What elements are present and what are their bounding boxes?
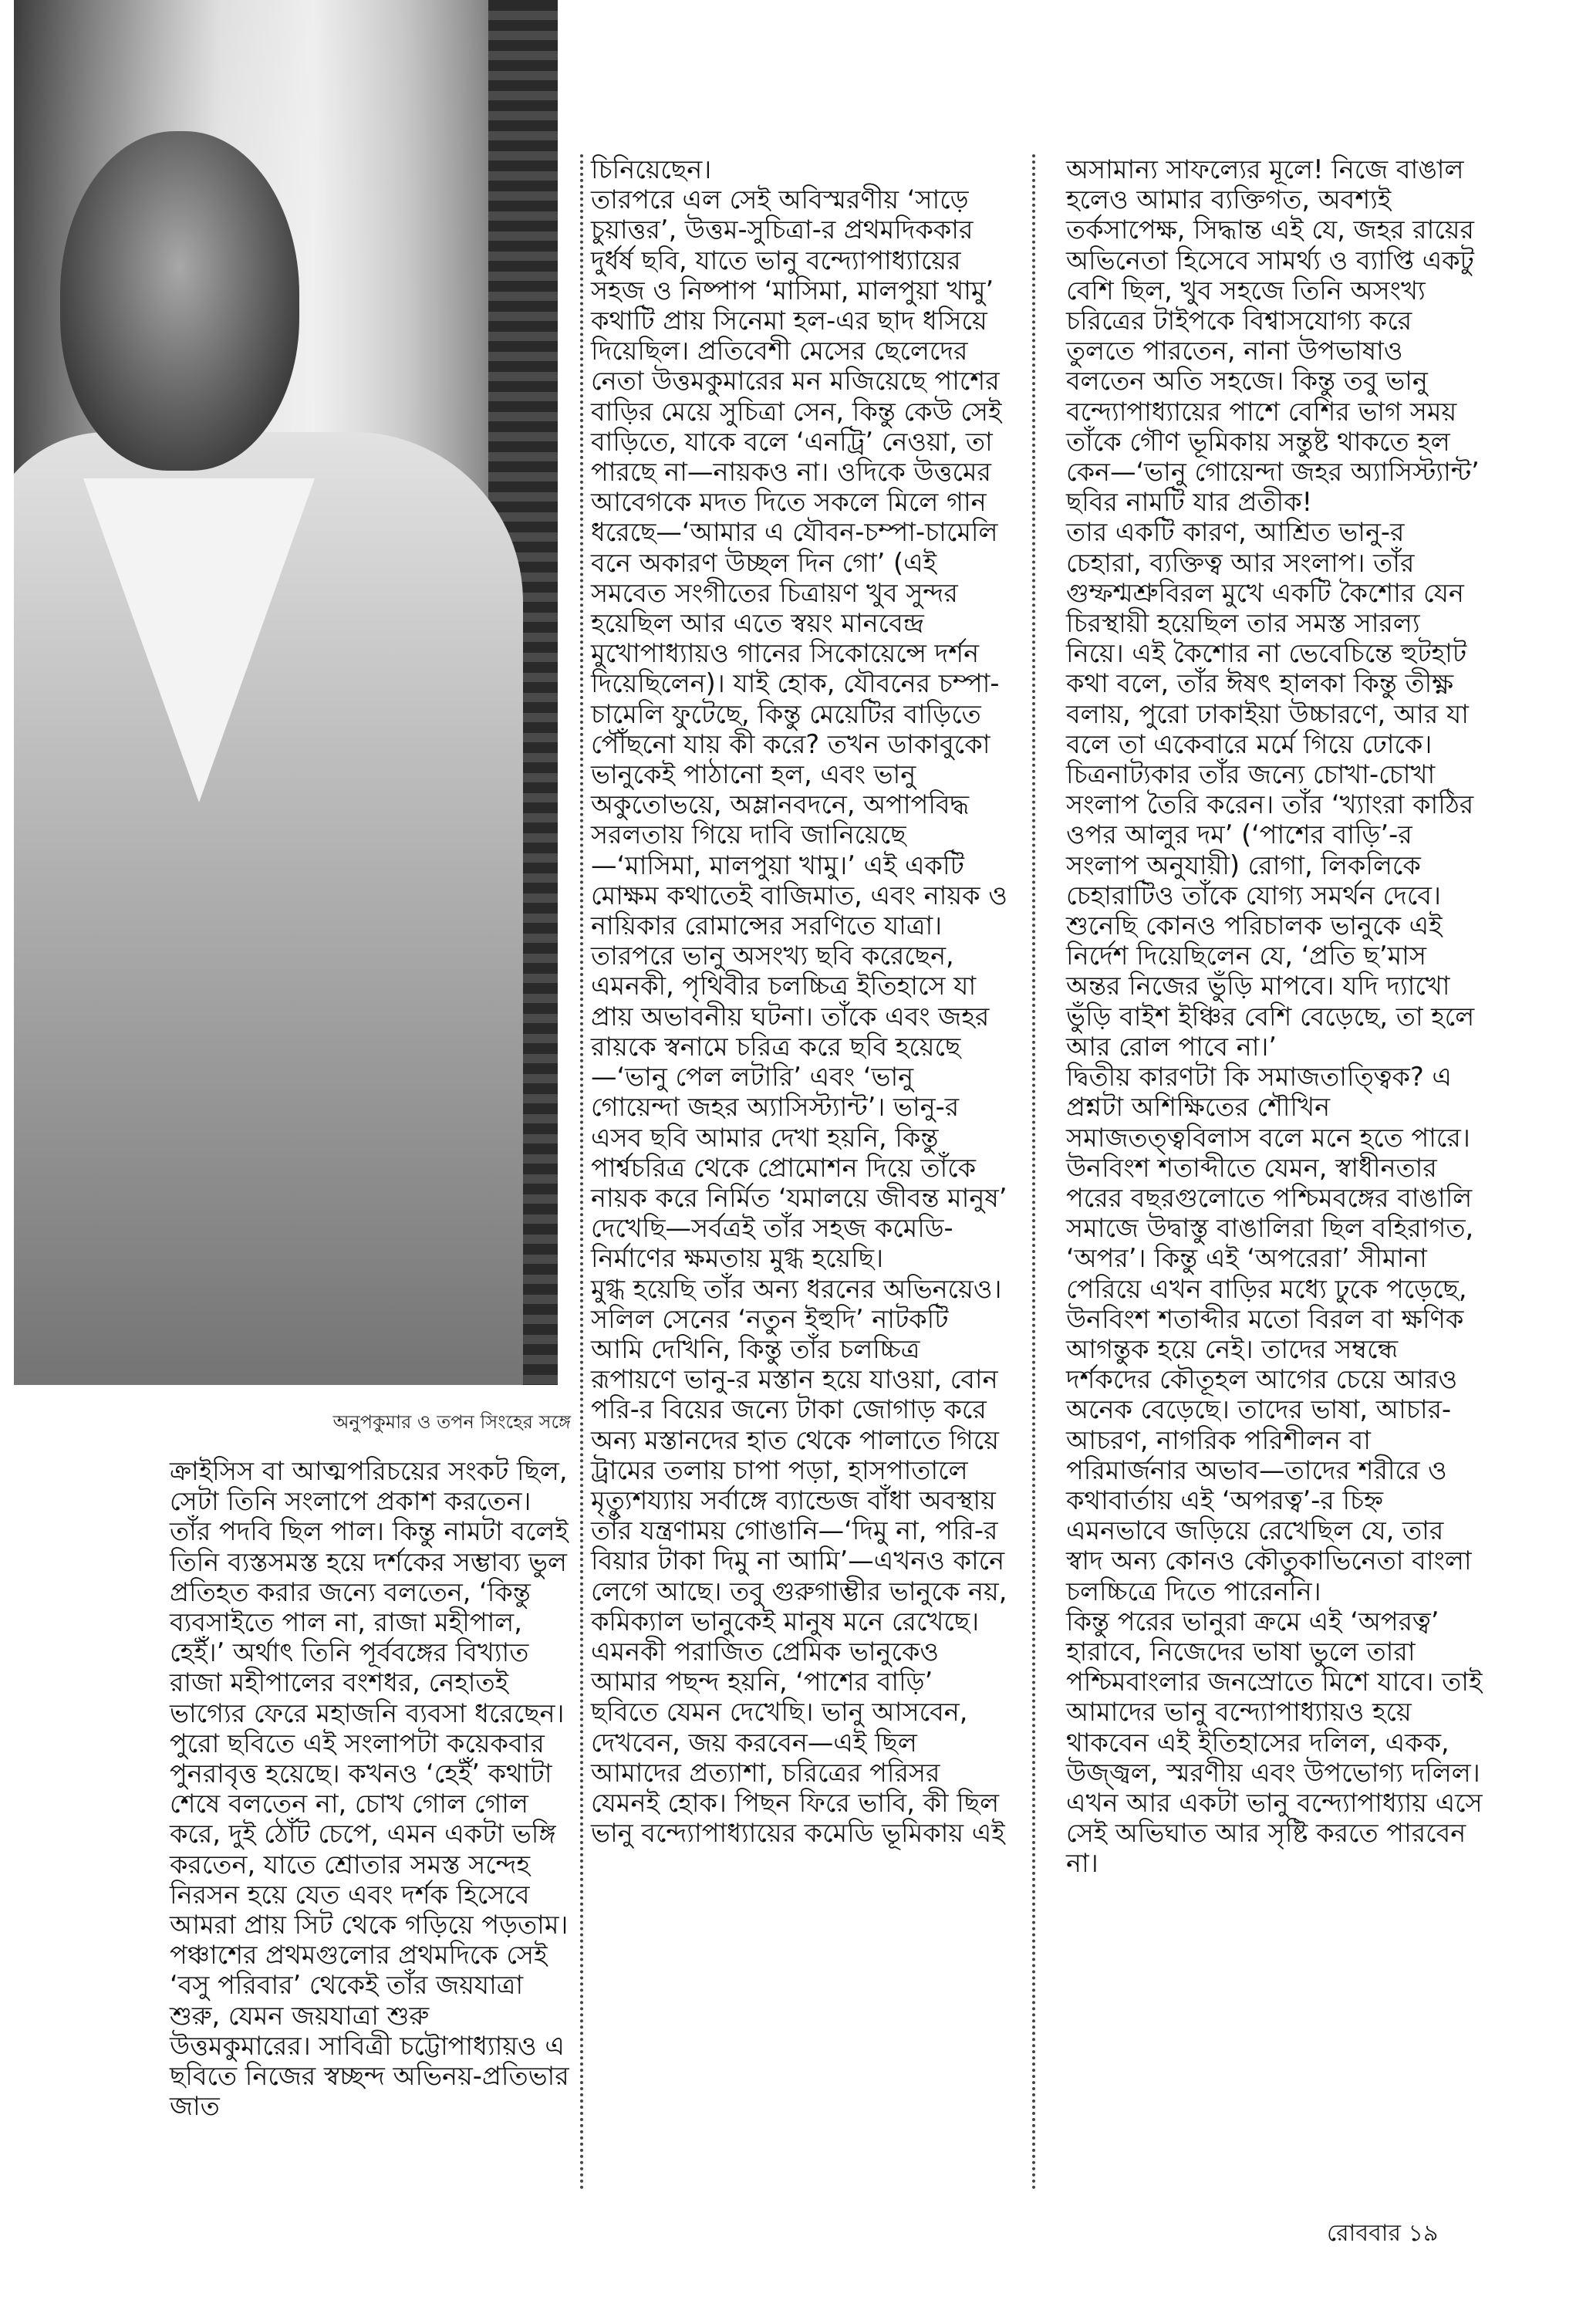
column-divider-2 [1032,154,1035,2191]
column-3-text: অসামান্য সাফল্যের মূলে! নিজে বাঙাল হলেও আমার ব্যক্তিগত, অবশ্যই তর্কসাপেক্ষ, সিদ্ধান্ত এই যে, জহর রায়ের অভিনেতা হিসেবে সামর্থ্য ও ব্যাপ্তি একটু বেশি ছিল, খুব সহজে তিনি অসংখ্য চরিত্রের টাইপকে বিশ্বাসযোগ্য করে তুলতে পারতেন, নানা উপভাষাও বলতেন অতি সহজে। কিন্তু তবু ভানু বন্দ্যোপাধ্যায়ের পাশে বেশির ভাগ সময় তাঁকে গৌণ ভূমিকায় সন্তুষ্ট থাকতে হল কেন—‘ভানু গোয়েন্দা জহর অ্যাসিস্ট্যান্ট’ ছবির নামটি যার প্রতীক! তার একটি কারণ, আশ্রিত ভানু-র চেহারা, ব্যক্তিত্ব আর সংলাপ। তাঁর গুম্ফশ্মশ্রুবিরল মুখে একটি কৈশোর যেন চিরস্থায়ী হয়েছিল তার সমস্ত সারল্য নিয়ে। এই কৈশোর না ভেবেচিন্তে হুটহাট কথা বলে, তাঁর ঈষৎ হালকা কিন্তু তীক্ষ্ণ বলায়, পুরো ঢাকাইয়া উচ্চারণে, আর যা বলে তা একেবারে মর্মে গিয়ে ঢোকে। চিত্রনাট্যকার তাঁর জন্যে চোখা-চোখা সংলাপ তৈরি করেন। তাঁর ‘খ্যাংরা কাঠির ওপর আলুর দম’ (‘পাশের বাড়ি’-র সংলাপ অনুযায়ী) রোগা, লিকলিকে চেহারাটিও তাঁকে যোগ্য সমর্থন দেবে। শুনেছি কোনও পরিচালক ভানুকে এই নির্দেশ দিয়েছিলেন যে, ‘প্রতি ছ’মাস অন্তর নিজের ভুঁড়ি মাপবে। যদি দ্যাখো ভুঁড়ি বাইশ ইঞ্চির বেশি বেড়েছে, তা হলে আর রোল পাবে না।’ দ্বিতীয় কারণটা কি সমাজতাত্ত্বিক? এ প্রশ্নটা অশিক্ষিতের শৌখিন সমাজতত্ত্ববিলাস বলে মনে হতে পারে। উনবিংশ শতাব্দীতে যেমন, স্বাধীনতার পরের বছরগুলোতে পশ্চিমবঙ্গের বাঙালি সমাজে উদ্বাস্তু বাঙালিরা ছিল বহিরাগত, ‘অপর’। কিন্তু এই ‘অপরেরা’ সীমানা পেরিয়ে এখন বাড়ির মধ্যে ঢুকে পড়েছে, উনবিংশ শতাব্দীর মতো বিরল বা ক্ষণিক আগন্তুক হয়ে নেই। তাদের সম্বন্ধে দর্শকদের কৌতূহল আগের চেয়ে আরও অনেক বেড়েছে। তাদের ভাষা, আচার-আচরণ, নাগরিক পরিশীলন বা পরিমার্জনার অভাব—তাদের শরীরে ও কথাবার্তায় এই ‘অপরত্ব’-র চিহ্ন এমনভাবে জড়িয়ে রেখেছিল যে, তার স্বাদ অন্য কোনও কৌতুকাভিনেতা বাংলা চলচ্চিত্রে দিতে পারেননি। কিন্তু পরের ভানুরা ক্রমে এই ‘অপরত্ব’ হারাবে, নিজেদের ভাষা ভুলে তারা পশ্চিমবাংলার জনস্রোতে মিশে যাবে। তাই আমাদের ভানু বন্দ্যোপাধ্যায়ও হয়ে থাকবেন এই ইতিহাসের দলিল, একক, উজ্জ্বল, স্মরণীয় এবং উপভোগ্য দলিল। এখন আর একটা ভানু বন্দ্যোপাধ্যায় এসে সেই অভিঘাত আর সৃষ্টি করতে পারবেন না। [1066,154,1483,1879]
column-1-text: ক্রাইসিস বা আত্মপরিচয়ের সংকট ছিল, সেটা তিনি সংলাপে প্রকাশ করতেন। তাঁর পদবি ছিল পাল। কিন্তু নামটা বলেই তিনি ব্যস্তসমস্ত হয়ে দর্শকের সম্ভাব্য ভুল প্রতিহত করার জন্যে বলতেন, ‘কিন্তু ব্যবসাইতে পাল না, রাজা মহীপাল, হেইঁ।’ অর্থাৎ তিনি পূর্ববঙ্গের বিখ্যাত রাজা মহীপালের বংশধর, নেহাতই ভাগ্যের ফেরে মহাজনি ব্যবসা ধরেছেন। পুরো ছবিতে এই সংলাপটা কয়েকবার পুনরাবৃত্ত হয়েছে। কখনও ‘হেইঁ’ কথাটা শেষে বলতেন না, চোখ গোল গোল করে, দুই ঠোঁট চেপে, এমন একটা ভঙ্গি করতেন, যাতে শ্রোতার সমস্ত সন্দেহ নিরসন হয়ে যেত এবং দর্শক হিসেবে আমরা প্রায় সিট থেকে গড়িয়ে পড়তাম। পঞ্চাশের প্রথমগুলোর প্রথমদিকে সেই ‘বসু পরিবার’ থেকেই তাঁর জয়যাত্রা শুরু, যেমন জয়যাত্রা শুরু উত্তমকুমারের। সাবিত্রী চট্টোপাধ্যায়ও এ ছবিতে নিজের স্বচ্ছন্দ অভিনয়-প্রতিভার জাত [170,1456,569,2122]
article-column-3 [1066,154,1483,1879]
column-divider-1 [580,154,583,2191]
article-column-1 [170,1456,571,2121]
portrait-photo [14,0,558,1385]
column-2-text: চিনিয়েছেন। তারপরে এল সেই অবিস্মরণীয় ‘সাড়ে চুয়াত্তর’, উত্তম-সুচিত্রা-র প্রথমদিককার দুর্ধর্ষ ছবি, যাতে ভানু বন্দ্যোপাধ্যায়ের সহজ ও নিষ্পাপ ‘মাসিমা, মালপুয়া খামু’ কথাটি প্রায় সিনেমা হল-এর ছাদ ধসিয়ে দিয়েছিল। প্রতিবেশী মেসের ছেলেদের নেতা উত্তমকুমারের মন মজিয়েছে পাশের বাড়ির মেয়ে সুচিত্রা সেন, কিন্তু কেউ সেই বাড়িতে, যাকে বলে ‘এনট্রি’ নেওয়া, তা পারছে না—নায়কও না। ওদিকে উত্তমের আবেগকে মদত দিতে সকলে মিলে গান ধরেছে—‘আমার এ যৌবন-চম্পা-চামেলি বনে অকারণ উচ্ছল দিন গো’ (এই সমবেত সংগীতের চিত্রায়ণ খুব সুন্দর হয়েছিল আর এতে স্বয়ং মানবেন্দ্র মুখোপাধ্যায়ও গানের সিকোয়েন্সে দর্শন দিয়েছিলেন)। যাই হোক, যৌবনের চম্পা-চামেলি ফুটেছে, কিন্তু মেয়েটির বাড়িতে পৌঁছনো যায় কী করে? তখন ডাকাবুকো ভানুকেই পাঠানো হল, এবং ভানু অকুতোভয়ে, অম্লানবদনে, অপাপবিদ্ধ সরলতায় গিয়ে দাবি জানিয়েছে—‘মাসিমা, মালপুয়া খামু।’ এই একটি মোক্ষম কথাতেই বাজিমাত, এবং নায়ক ও নায়িকার রোমান্সের সরণিতে যাত্রা। তারপরে ভানু অসংখ্য ছবি করেছেন, এমনকী, পৃথিবীর চলচ্চিত্র ইতিহাসে যা প্রায় অভাবনীয় ঘটনা। তাঁকে এবং জহর রায়কে স্বনামে চরিত্র করে ছবি হয়েছে—‘ভানু পেল লটারি’ এবং ‘ভানু গোয়েন্দা জহর অ্যাসিস্ট্যান্ট’। ভানু-র এসব ছবি আমার দেখা হয়নি, কিন্তু পার্শ্বচরিত্র থেকে প্রোমোশন দিয়ে তাঁকে নায়ক করে নির্মিত ‘যমালয়ে জীবন্ত মানুষ’ দেখেছি—সর্বত্রই তাঁর সহজ কমেডি-নির্মাণের ক্ষমতায় মুগ্ধ হয়েছি। মুগ্ধ হয়েছি তাঁর অন্য ধরনের অভিনয়েও। সলিল সেনের ‘নতুন ইহুদি’ নাটকটি আমি দেখিনি, কিন্তু তাঁর চলচ্চিত্র রূপায়ণে ভানু-র মস্তান হয়ে যাওয়া, বোন পরি-র বিয়ের জন্যে টাকা জোগাড় করে অন্য মস্তানদের হাত থেকে পালাতে গিয়ে ট্রামের তলায় চাপা পড়া, হাসপাতালে মৃত্যুশয্যায় সর্বাঙ্গে ব্যান্ডেজ বাঁধা অবস্থায় তাঁর যন্ত্রণাময় গোঙানি—‘দিমু না, পরি-র বিয়ার টাকা দিমু না আমি’—এখনও কানে লেগে আছে। তবু গুরুগাম্ভীর ভানুকে নয়, কমিক্যাল ভানুকেই মানুষ মনে রেখেছে। এমনকী পরাজিত প্রেমিক ভানুকেও আমার পছন্দ হয়নি, ‘পাশের বাড়ি’ ছবিতে যেমন দেখেছি। ভানু আসবেন, দেখবেন, জয় করবেন—এই ছিল আমাদের প্রত্যাশা, চরিত্রের পরিসর যেমনই হোক। পিছন ফিরে ভাবি, কী ছিল ভানু বন্দ্যোপাধ্যায়ের কমেডি ভূমিকায় এই [591,154,1007,1849]
page-folio: রোববার ১৯ [1327,2220,1439,2247]
photo-caption: অনুপকুমার ও তপন সিংহের সঙ্গে [332,1411,571,1433]
article-column-2 [591,154,1007,1848]
photo-figure-head [60,131,299,471]
